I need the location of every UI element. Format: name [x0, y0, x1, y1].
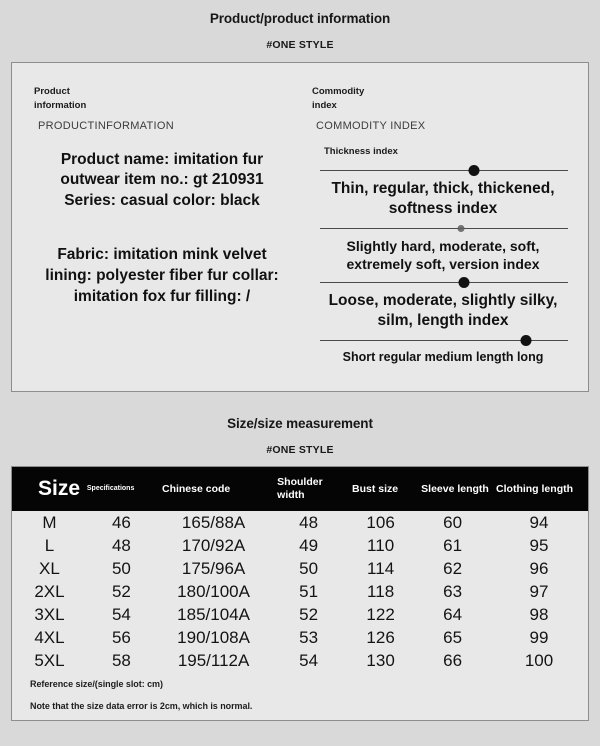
slider-handle[interactable] — [458, 277, 469, 288]
table-row — [12, 649, 588, 672]
table-cell: 122 — [366, 604, 395, 624]
table-cell: 49 — [299, 535, 319, 555]
page-title: Product/product information — [209, 11, 391, 26]
column-header-specifications: Specifications — [86, 484, 135, 492]
commodity-index-column — [300, 63, 588, 391]
table-cell: 110 — [367, 535, 395, 555]
slider-track — [320, 282, 568, 283]
table-cell: 52 — [299, 604, 319, 624]
cell-size: L — [44, 535, 55, 555]
table-cell: 51 — [299, 581, 319, 601]
table-cell: 126 — [366, 627, 395, 647]
table-cell: 185/104A — [177, 604, 250, 624]
product-information-kicker-en: PRODUCTINFORMATION — [38, 119, 174, 132]
table-cell: 95 — [529, 535, 549, 555]
table-cell: 98 — [529, 604, 549, 624]
product-style-subtitle: #ONE STYLE — [266, 39, 334, 51]
cell-size: XL — [39, 558, 60, 578]
size-style-subtitle: #ONE STYLE — [266, 444, 334, 456]
column-header-sleeve-length: Sleeve length — [421, 482, 489, 495]
version-slider[interactable] — [320, 276, 568, 289]
thickness-slider[interactable] — [320, 164, 568, 177]
thickness-scale-text: Thin, regular, thick, thickened, softness index — [331, 179, 555, 217]
table-row — [12, 557, 588, 580]
commodity-index-kicker — [312, 85, 574, 113]
length-slider[interactable] — [320, 334, 568, 347]
slider-handle[interactable] — [520, 335, 531, 346]
table-row — [12, 626, 588, 649]
table-cell: 100 — [524, 650, 554, 670]
table-cell: 52 — [111, 581, 131, 601]
size-table-body — [12, 511, 588, 672]
table-cell: 54 — [111, 604, 131, 624]
table-cell: 61 — [443, 535, 463, 555]
table-row — [12, 534, 588, 557]
size-section-title: Size/size measurement — [227, 416, 373, 431]
table-header-row — [12, 467, 588, 511]
length-scale-text: Short regular medium length long — [342, 350, 544, 365]
table-cell: 66 — [443, 650, 463, 670]
size-table-card — [11, 466, 589, 721]
table-cell: 170/92A — [181, 535, 246, 555]
table-cell: 56 — [111, 627, 131, 647]
table-cell: 48 — [111, 535, 131, 555]
cell-size: 2XL — [34, 581, 65, 601]
thickness-index-label: Thickness index — [324, 145, 398, 157]
version-scale-text: Loose, moderate, slightly silky, silm, length index — [328, 292, 558, 330]
table-cell: 53 — [299, 627, 319, 647]
product-kicker-line2: information — [34, 99, 87, 111]
size-error-note: Note that the size data error is 2cm, which is normal. — [30, 701, 253, 712]
table-cell: 96 — [529, 558, 549, 578]
table-cell: 50 — [299, 558, 319, 578]
table-cell: 130 — [366, 650, 395, 670]
table-cell: 54 — [299, 650, 319, 670]
cell-size: M — [42, 512, 57, 532]
slider-track — [320, 170, 568, 171]
table-cell: 190/108A — [177, 627, 250, 647]
slider-track — [320, 228, 568, 229]
commodity-kicker-line1: Commodity — [312, 86, 365, 97]
table-cell: 114 — [367, 558, 395, 578]
table-cell: 60 — [443, 512, 463, 532]
table-cell: 180/100A — [177, 581, 250, 601]
cell-size: 5XL — [34, 650, 65, 670]
product-information-panel — [11, 62, 589, 392]
table-cell: 118 — [367, 581, 395, 601]
table-cell: 58 — [111, 650, 131, 670]
cell-size: 4XL — [34, 627, 65, 647]
column-header-bust-size: Bust size — [352, 482, 399, 495]
table-cell: 64 — [443, 604, 463, 624]
size-table-head — [12, 467, 588, 511]
table-cell: 97 — [529, 581, 549, 601]
table-cell: 48 — [299, 512, 319, 532]
product-name-text: Product name: imitation fur outwear item no.: gt 210931 Series: casual color: black — [60, 150, 264, 209]
product-information-kicker — [34, 85, 290, 113]
column-header-size: Size — [38, 477, 81, 500]
table-cell: 99 — [529, 627, 549, 647]
size-table — [12, 467, 588, 672]
table-cell: 195/112A — [177, 650, 250, 670]
table-row — [12, 511, 588, 534]
table-cell: 62 — [443, 558, 463, 578]
table-cell: 63 — [443, 581, 463, 601]
cell-size: 3XL — [34, 604, 65, 624]
slider-handle[interactable] — [458, 225, 465, 232]
table-cell: 175/96A — [181, 558, 246, 578]
column-header-chinese-code: Chinese code — [161, 482, 231, 495]
product-information-column — [12, 63, 300, 391]
size-notes — [12, 672, 588, 720]
table-cell: 50 — [111, 558, 131, 578]
table-cell: 106 — [366, 512, 395, 532]
table-row — [12, 603, 588, 626]
table-cell: 165/88A — [181, 512, 246, 532]
table-cell: 46 — [111, 512, 131, 532]
softness-slider[interactable] — [320, 222, 568, 235]
commodity-index-kicker-en: COMMODITY INDEX — [316, 119, 426, 132]
commodity-kicker-line2: index — [312, 99, 337, 111]
softness-scale-text: Slightly hard, moderate, soft, extremely soft, version index — [346, 237, 540, 272]
reference-size-note: Reference size/(single slot: cm) — [30, 679, 163, 690]
index-slider-group — [312, 146, 574, 366]
slider-handle[interactable] — [468, 165, 479, 176]
product-kicker-line1: Product — [34, 86, 70, 97]
product-fabric-text: Fabric: imitation mink velvet lining: polyester fiber fur collar: imitation fox fur filling: / — [45, 246, 279, 305]
column-header-shoulder-width: Shoulder width — [277, 476, 323, 502]
table-row — [12, 580, 588, 603]
table-cell: 94 — [529, 512, 549, 532]
column-header-clothing-length: Clothing length — [496, 482, 574, 495]
table-cell: 65 — [443, 627, 463, 647]
